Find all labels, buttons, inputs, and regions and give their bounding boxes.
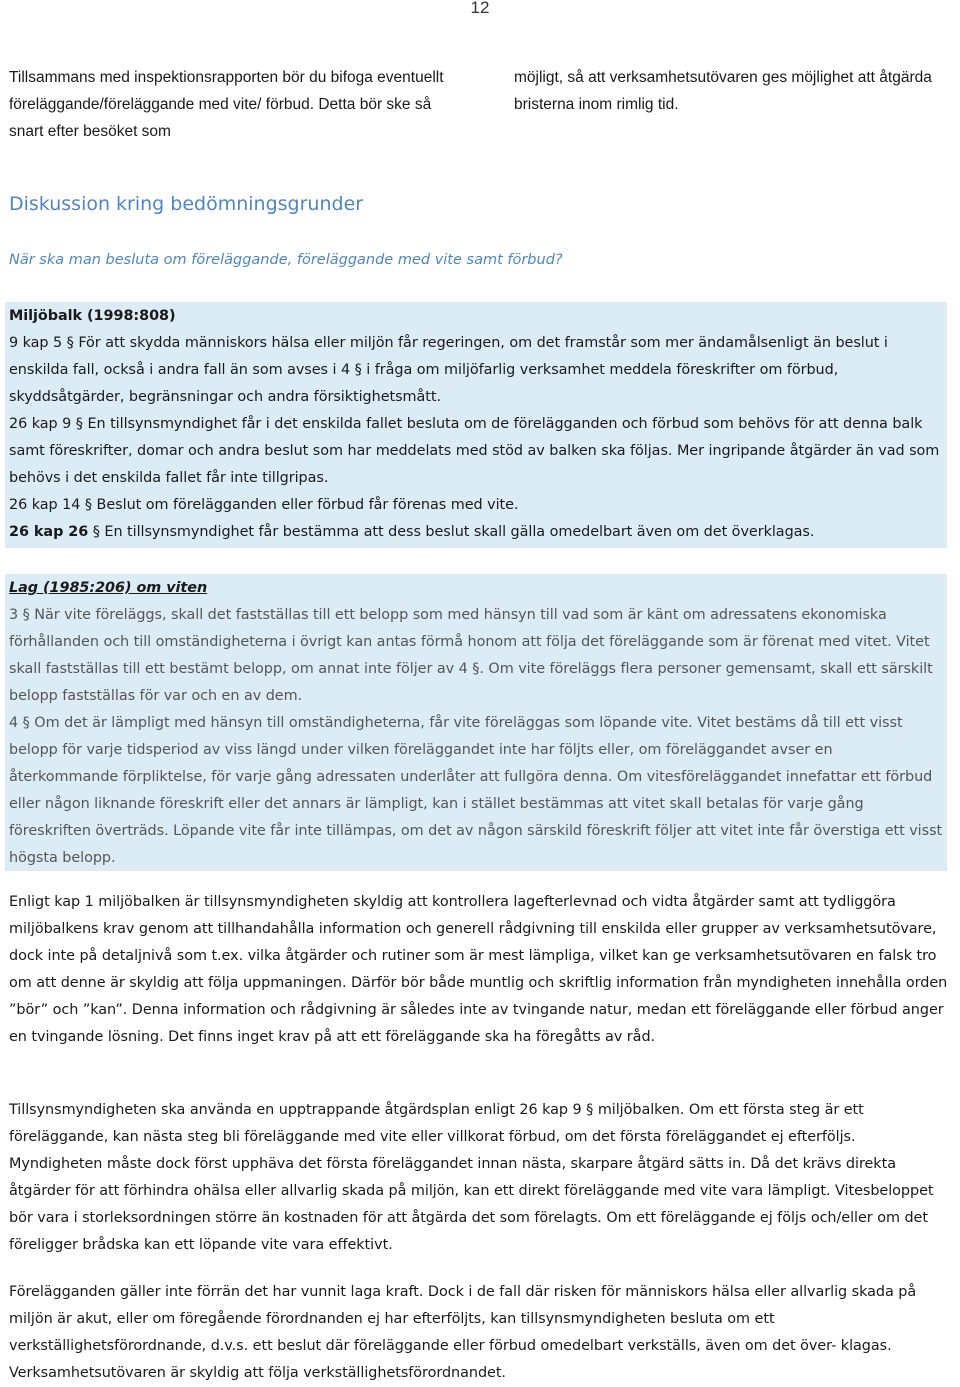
- body-paragraph: [9, 889, 951, 1051]
- body-paragraph-text: Enligt kap 1 miljöbalken är tillsynsmyndigheten skyldig att kontrollera lagefterlevnad och vidta åtgärder samt att tydliggöra miljöbalkens krav genom att tillhandahålla information och generell rådgivning till enskilda eller grupper av verksamhetsutövare, dock inte på detaljnivå som t.ex. vilka åtgärder och rutiner som är mest lämpliga, vilket kan ge verksamhetsutövaren en falsk tro om att denne är skyldig att följa uppmaningen. Därför bör både muntlig och skriftlig information från myndigheten innehålla orden ”bör” och ”kan”. Denna information och rådgivning är således inte av tvingande natur, medan ett föreläggande eller förbud anger en tvingande lösning. Det finns inget krav på att ett föreläggande ska ha föregåtts av råd.: [9, 894, 948, 1045]
- body-paragraph: [9, 1097, 951, 1259]
- body-paragraph: [9, 1279, 951, 1387]
- miljobalk-paragraph: 26 kap 9 § En tillsynsmyndighet får i det enskilda fallet besluta om de förelägganden och förbud som behövs för att denna balk samt föreskrifter, domar och andra beslut som har meddelats med stöd av balken ska följas. Mer ingripande åtgärder än vad som behövs i det enskilda fallet får inte tillgripas.: [9, 416, 940, 486]
- vitelag-heading: Lag (1985:206) om viten: [9, 580, 208, 596]
- vitelag-paragraph: 4 § Om det är lämpligt med hänsyn till omständigheterna, får vite föreläggas som löpande vite. Vitet bestäms då till ett visst belopp för varje tidsperiod av viss längd under vilken föreläggandet inte har följts eller, om föreläggandet avser en återkommande förpliktelse, för varje gång adressaten underlåter att fullgöra denna. Om vitesföreläggandet innefattar ett förbud eller någon liknande föreskrift eller det annars är lämpligt, kan i stället bestämmas att vitet skall betalas för varje gång föreskriften överträds. Löpande vite får inte tillämpas, om det av någon särskild föreskrift följer att vitet inte får överstiga ett visst högsta belopp.: [9, 715, 943, 866]
- miljobalk-heading: Miljöbalk (1998:808): [9, 308, 176, 324]
- body-paragraph-text: Tillsynsmyndigheten ska använda en upptrappande åtgärdsplan enligt 26 kap 9 § miljöbalken. Om ett första steg är ett föreläggande, kan nästa steg bli föreläggande med vite eller villkorat förbud, om det första föreläggandet ej efterföljs. Myndigheten måste dock först upphäva det första föreläggandet innan nästa, skarpare åtgärd sätts in. Då det krävs direkta åtgärder för att förhindra ohälsa eller allvarlig skada på miljön, kan ett direkt föreläggande med vite vara lämpligt. Vitesbeloppet bör vara i storleksordningen större än kostnaden för att åtgärda det som förelagts. Om ett föreläggande ej följs och/eller om det föreligger brådska kan ett löpande vite vara effektivt.: [9, 1102, 934, 1253]
- section-subtitle: När ska man besluta om föreläggande, föreläggande med vite samt förbud?: [9, 252, 563, 268]
- miljobalk-section-ref: 26 kap 26: [9, 524, 89, 540]
- section-title: Diskussion kring bedömningsgrunder: [9, 193, 364, 215]
- vitelag-paragraph: 3 § När vite föreläggs, skall det fastställas till ett belopp som med hänsyn till vad som är känt om adressatens ekonomiska förhållanden och till omständigheterna i övrigt kan antas förmå honom att följa det föreläggande som är förenat med vitet. Vitet skall fastställas till ett bestämt belopp, om annat inte följer av 4 §. Om vite föreläggs flera personer gemensamt, skall ett särskilt belopp fastställas för var och en av dem.: [9, 607, 933, 704]
- body-paragraph-text: Förelägganden gäller inte förrän det har vunnit laga kraft. Dock i de fall där risken för människors hälsa eller allvarlig skada på miljön är akut, eller om föregående förordnanden ej har efterföljts, kan tillsynsmyndigheten besluta om ett verkställighetsförordnande, d.v.s. ett beslut där föreläggande eller förbud omedelbart verkställs, även om det över- klagas. Verksamhetsutövaren är skyldig att följa verkställighetsförordnandet.: [9, 1284, 917, 1381]
- page-number: 12: [470, 0, 490, 17]
- miljobalk-excerpt-box: [5, 302, 947, 548]
- intro-left-column: Tillsammans med inspektionsrapporten bör du bifoga eventuellt föreläggande/föreläggande med vite/ förbud. Detta bör ske så snart efter besöket som: [9, 69, 444, 140]
- miljobalk-paragraph: 9 kap 5 § För att skydda människors hälsa eller miljön får regeringen, om det framstår som mer ändamålsenligt än beslut i enskilda fall, också i andra fall än som avses i 4 § i fråga om miljöfarlig verksamhet meddela föreskrifter om förbud, skyddsåtgärder, begränsningar och andra försiktighetsmått.: [9, 335, 888, 405]
- intro-right-column: möjligt, så att verksamhetsutövaren ges möjlighet att åtgärda bristerna inom rimlig tid.: [514, 69, 932, 113]
- miljobalk-paragraph-text: § En tillsynsmyndighet får bestämma att dess beslut skall gälla omedelbart även om det överklagas.: [88, 524, 815, 540]
- miljobalk-paragraph: 26 kap 14 § Beslut om förelägganden eller förbud får förenas med vite.: [9, 497, 519, 513]
- vitelag-excerpt-box: [5, 574, 947, 871]
- miljobalk-paragraph: [9, 519, 943, 546]
